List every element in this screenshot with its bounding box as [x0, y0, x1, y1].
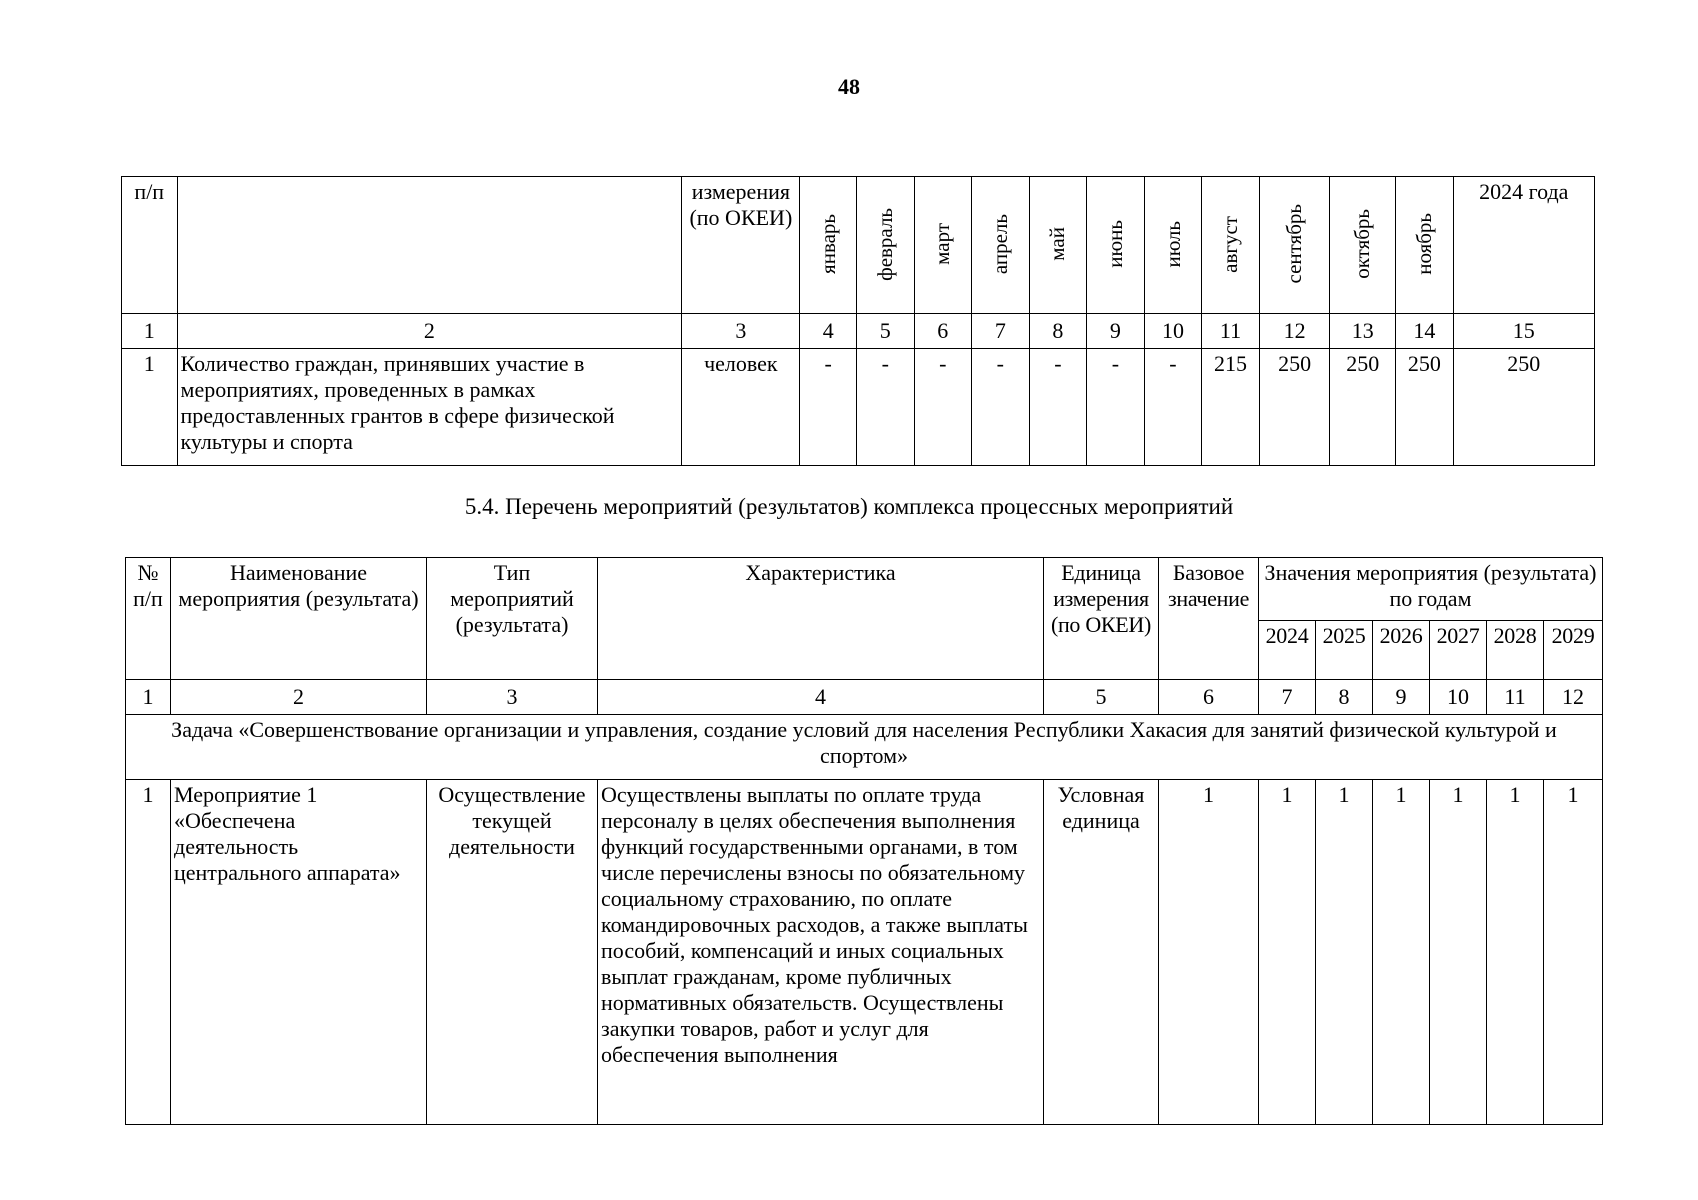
row-total: 250 [1453, 349, 1594, 466]
header-base: Базовое значение [1159, 558, 1259, 680]
row-num: 1 [122, 349, 178, 466]
header-month: октябрь [1330, 177, 1396, 314]
header-characteristic: Характеристика [598, 558, 1044, 680]
header-name: Наименование мероприятия (результата) [171, 558, 427, 680]
column-number: 7 [1259, 680, 1316, 715]
header-month: ноябрь [1396, 177, 1454, 314]
row-value: 1 [1487, 780, 1544, 1125]
column-number: 9 [1087, 314, 1145, 349]
header-month: июнь [1087, 177, 1145, 314]
row-name: Количество граждан, принявших участие в мероприятиях, проведенных в рамках предоставленных грантов в сфере физической культуры и спорта [177, 349, 682, 466]
header-month: август [1202, 177, 1260, 314]
column-number: 13 [1330, 314, 1396, 349]
column-number: 2 [171, 680, 427, 715]
table-header-row [122, 177, 1595, 314]
column-number-row [122, 314, 1595, 349]
header-unit: измерения (по ОКЕИ) [682, 177, 800, 314]
header-month: январь [800, 177, 857, 314]
measures-table [125, 557, 1603, 1125]
header-unit: Единица измерения (по ОКЕИ) [1044, 558, 1159, 680]
header-type: Тип мероприятий (результата) [427, 558, 598, 680]
column-number: 4 [598, 680, 1044, 715]
table-header-row [126, 558, 1603, 621]
column-number: 14 [1396, 314, 1454, 349]
column-number: 12 [1259, 314, 1330, 349]
column-number: 3 [682, 314, 800, 349]
row-value: - [1029, 349, 1087, 466]
column-number: 11 [1202, 314, 1260, 349]
column-number: 8 [1316, 680, 1373, 715]
header-year: 2025 [1316, 621, 1373, 680]
row-value: - [1144, 349, 1202, 466]
column-number-row [126, 680, 1603, 715]
row-value: 250 [1396, 349, 1454, 466]
row-name: Мероприятие 1 «Обеспечена деятельность центрального аппарата» [171, 780, 427, 1125]
table-row [126, 780, 1603, 1125]
header-name [177, 177, 682, 314]
table-row [122, 349, 1595, 466]
row-value: 1 [1430, 780, 1487, 1125]
column-number: 10 [1430, 680, 1487, 715]
row-value: - [856, 349, 914, 466]
header-num: п/п [122, 177, 178, 314]
row-value: 1 [1259, 780, 1316, 1125]
indicator-plan-table [121, 176, 1595, 466]
row-unit: Условная единица [1044, 780, 1159, 1125]
row-characteristic: Осуществлены выплаты по оплате труда персоналу в целях обеспечения выполнения функций государственными органами, в том числе перечислены взносы по обязательному социальному страхованию, по оплате командировочных расходов, а также выплаты пособий, компенсаций и иных социальных выплат гражданам, кроме публичных нормативных обязательств. Осуществлены закупки товаров, работ и услуг для обеспечения выполнения [598, 780, 1044, 1125]
column-number: 8 [1029, 314, 1087, 349]
header-month: май [1029, 177, 1087, 314]
column-number: 1 [122, 314, 178, 349]
row-type: Осуществление текущей деятельности [427, 780, 598, 1125]
header-month: март [914, 177, 972, 314]
row-value: - [1087, 349, 1145, 466]
column-number: 7 [972, 314, 1030, 349]
header-year: 2029 [1544, 621, 1603, 680]
header-year: 2024 [1259, 621, 1316, 680]
column-number: 10 [1144, 314, 1202, 349]
row-num: 1 [126, 780, 171, 1125]
row-value: - [914, 349, 972, 466]
task-row [126, 715, 1603, 780]
header-num: № п/п [126, 558, 171, 680]
header-month: апрель [972, 177, 1030, 314]
header-year: 2026 [1373, 621, 1430, 680]
column-number: 2 [177, 314, 682, 349]
column-number: 5 [856, 314, 914, 349]
column-number: 5 [1044, 680, 1159, 715]
column-number: 12 [1544, 680, 1603, 715]
column-number: 9 [1373, 680, 1430, 715]
task-title: Задача «Совершенствование организации и управления, создание условий для населения Республики Хакасия для занятий физической культурой и спортом» [126, 715, 1603, 780]
header-year: 2027 [1430, 621, 1487, 680]
row-value: 1 [1544, 780, 1603, 1125]
header-values-by-year: Значения мероприятия (результата) по годам [1259, 558, 1603, 621]
column-number: 15 [1453, 314, 1594, 349]
row-value: 1 [1373, 780, 1430, 1125]
header-month: июль [1144, 177, 1202, 314]
column-number: 11 [1487, 680, 1544, 715]
row-unit: человек [682, 349, 800, 466]
header-month: сентябрь [1259, 177, 1330, 314]
row-value: - [800, 349, 857, 466]
column-number: 1 [126, 680, 171, 715]
row-value: - [972, 349, 1030, 466]
column-number: 6 [914, 314, 972, 349]
page-number: 48 [838, 74, 860, 99]
row-value: 250 [1259, 349, 1330, 466]
section-title: 5.4. Перечень мероприятий (результатов) комплекса процессных мероприятий [464, 494, 1234, 519]
column-number: 6 [1159, 680, 1259, 715]
header-year: 2028 [1487, 621, 1544, 680]
header-year-total: 2024 года [1453, 177, 1594, 314]
column-number: 4 [800, 314, 857, 349]
column-number: 3 [427, 680, 598, 715]
row-value: 215 [1202, 349, 1260, 466]
row-value: 250 [1330, 349, 1396, 466]
row-base: 1 [1159, 780, 1259, 1125]
header-month: февраль [856, 177, 914, 314]
row-value: 1 [1316, 780, 1373, 1125]
